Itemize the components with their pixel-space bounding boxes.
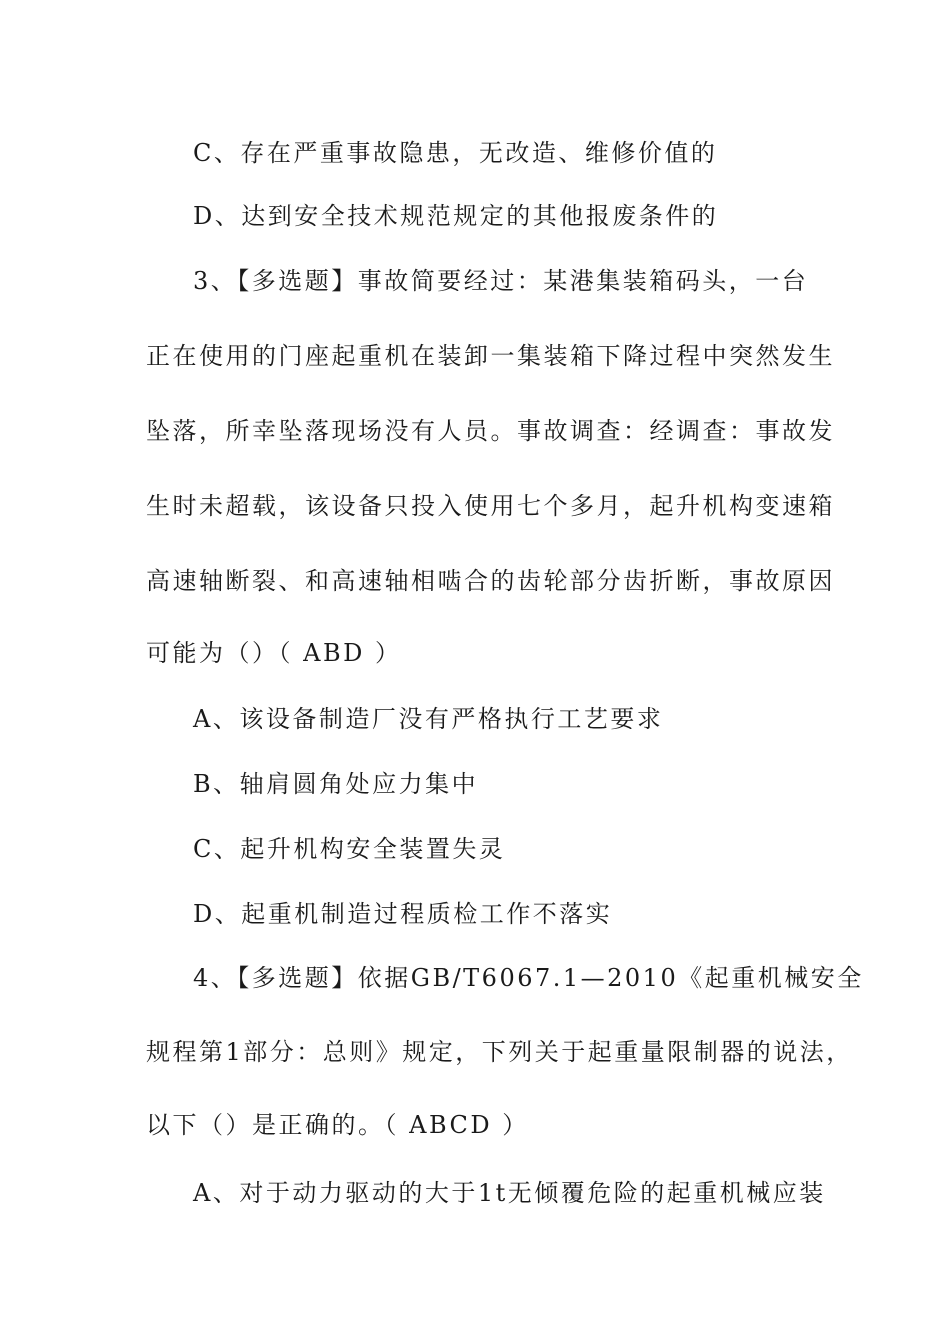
- q2-option-c: C、存在严重事故隐患，无改造、维修价值的: [193, 139, 718, 167]
- q3-stem-line-1: 3、【多选题】事故简要经过：某港集装箱码头，一台: [193, 267, 809, 295]
- q3-stem-line-5: 高速轴断裂、和高速轴相啮合的齿轮部分齿折断，事故原因: [146, 567, 835, 595]
- q4-option-a: A、对于动力驱动的大于1t无倾覆危险的起重机械应装: [193, 1179, 826, 1207]
- q3-option-d: D、起重机制造过程质检工作不落实: [193, 900, 613, 928]
- q3-stem-line-2: 正在使用的门座起重机在装卸一集装箱下降过程中突然发生: [146, 342, 835, 370]
- q4-stem-line-1: 4、【多选题】依据GB/T6067.1—2010《起重机械安全: [193, 964, 864, 992]
- q3-stem-line-6: 可能为（）（ ABD ）: [146, 639, 402, 667]
- q4-stem-line-3: 以下（）是正确的。（ ABCD ）: [146, 1111, 529, 1139]
- q3-option-c: C、起升机构安全装置失灵: [193, 835, 506, 863]
- q3-option-b: B、轴肩圆角处应力集中: [193, 770, 479, 798]
- q3-stem-line-4: 生时未超载，该设备只投入使用七个多月，起升机构变速箱: [146, 492, 835, 520]
- q4-stem-line-2: 规程第1部分：总则》规定，下列关于起重量限制器的说法，: [146, 1038, 853, 1066]
- q2-option-d: D、达到安全技术规范规定的其他报废条件的: [193, 202, 719, 230]
- q3-option-a: A、该设备制造厂没有严格执行工艺要求: [193, 705, 664, 733]
- q3-stem-line-3: 坠落，所幸坠落现场没有人员。事故调查：经调查：事故发: [146, 417, 835, 445]
